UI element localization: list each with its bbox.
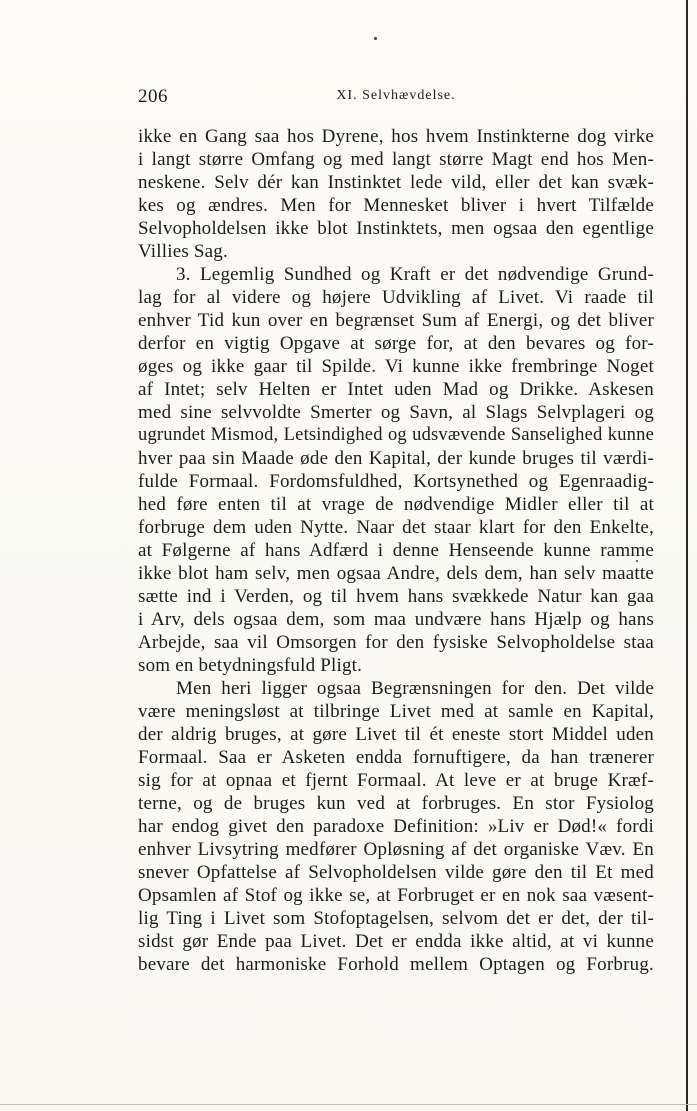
text-line: forbruge dem uden Nytte. Naar det staar klart for den Enkelte,: [138, 517, 654, 538]
text-line: med sine selvvoldte Smerter og Savn, al Slags Selvplageri og: [138, 402, 654, 423]
text-line: Opsamlen af Stof og ikke se, at Forbruget er en nok saa væsent-: [138, 885, 654, 906]
text-line: ugrundet Mismod, Letsindighed og udsvævende Sanselighed kunne: [138, 425, 654, 445]
text-line: hver paa sin Maade øde den Kapital, der kunde bruges til værdi-: [138, 448, 654, 469]
page-number: 206: [138, 86, 168, 107]
text-line: at Følgerne af hans Adfærd i denne Henseende kunne ramme: [138, 540, 654, 561]
text-line: i langt større Omfang og med langt større Magt end hos Men-: [138, 149, 654, 170]
text-line: bevare det harmoniske Forhold mellem Optagen og Forbrug.: [138, 954, 654, 975]
text-line: af Intet; selv Helten er Intet uden Mad og Drikke. Askesen: [138, 379, 654, 400]
text-line: være meningsløst at tilbringe Livet med at samle en Kapital,: [138, 701, 654, 722]
text-line: som en betydningsfuld Pligt.: [138, 655, 363, 676]
text-line: Villies Sag.: [138, 241, 228, 262]
text-line: 3. Legemlig Sundhed og Kraft er det nødvendige Grund-: [176, 264, 654, 285]
text-line: Men heri ligger ogsaa Begrænsningen for den. Det vilde: [176, 678, 654, 699]
text-line: lig Ting i Livet som Stofoptagelsen, selvom det er det, der til-: [138, 908, 654, 929]
page-edge-right: [686, 0, 688, 1111]
text-line: derfor en vigtig Opgave at sørge for, at den bevares og for-: [138, 333, 654, 354]
ink-speck: [374, 37, 377, 40]
text-line: fulde Formaal. Fordomsfuldhed, Kortsynethed og Egenraadig-: [138, 471, 654, 492]
text-line: sætte ind i Verden, og til hvem hans svækkede Natur kan gaa: [138, 586, 654, 607]
text-line: ikke en Gang saa hos Dyrene, hos hvem Instinkterne dog virke: [138, 126, 654, 147]
text-line: Selvopholdelsen ikke blot Instinktets, men ogsaa den egentlige: [138, 218, 654, 239]
running-head: XI. Selvhævdelse.: [336, 88, 456, 103]
text-line: sig for at opnaa et fjernt Formaal. At leve er at bruge Kræf-: [138, 770, 654, 791]
text-line: Arbejde, saa vil Omsorgen for den fysiske Selvopholdelse staa: [138, 632, 654, 653]
text-line: snever Opfattelse af Selvopholdelsen vilde gøre den til Et med: [138, 862, 654, 883]
body-text: [138, 125, 654, 976]
text-line: terne, og de bruges kun ved at forbruges. En stor Fysiolog: [138, 793, 654, 814]
text-line: kes og ændres. Men for Mennesket bliver i hvert Tilfælde: [138, 195, 654, 216]
text-line: Formaal. Saa er Asketen endda fornuftigere, da han trænerer: [138, 747, 654, 768]
text-line: i Arv, dels ogsaa dem, som maa undvære hans Hjælp og hans: [138, 609, 654, 630]
text-line: hed føre enten til at vrage de nødvendige Midler eller til at: [138, 494, 654, 515]
page-header: [138, 86, 654, 108]
text-line: ikke blot ham selv, men ogsaa Andre, dels dem, han selv maatte: [138, 563, 654, 584]
text-line: enhver Tid kun over en begrænset Sum af Energi, og det bliver: [138, 310, 654, 331]
text-line: der aldrig bruges, at gøre Livet til ét eneste stort Middel uden: [138, 724, 654, 745]
text-line: øges og ikke gaar til Spilde. Vi kunne ikke frembringe Noget: [138, 356, 654, 377]
text-line: lag for al videre og højere Udvikling af Livet. Vi raade til: [138, 287, 654, 308]
text-line: neskene. Selv dér kan Instinktet lede vild, eller det kan svæk-: [138, 172, 654, 193]
page-edge-bottom: [0, 1104, 697, 1105]
text-line: sidst gør Ende paa Livet. Det er endda ikke altid, at vi kunne: [138, 931, 654, 952]
text-line: har endog givet den paradoxe Definition: »Liv er Død!« fordi: [138, 816, 654, 837]
text-line: enhver Livsytring medfører Opløsning af det organiske Væv. En: [138, 839, 654, 860]
